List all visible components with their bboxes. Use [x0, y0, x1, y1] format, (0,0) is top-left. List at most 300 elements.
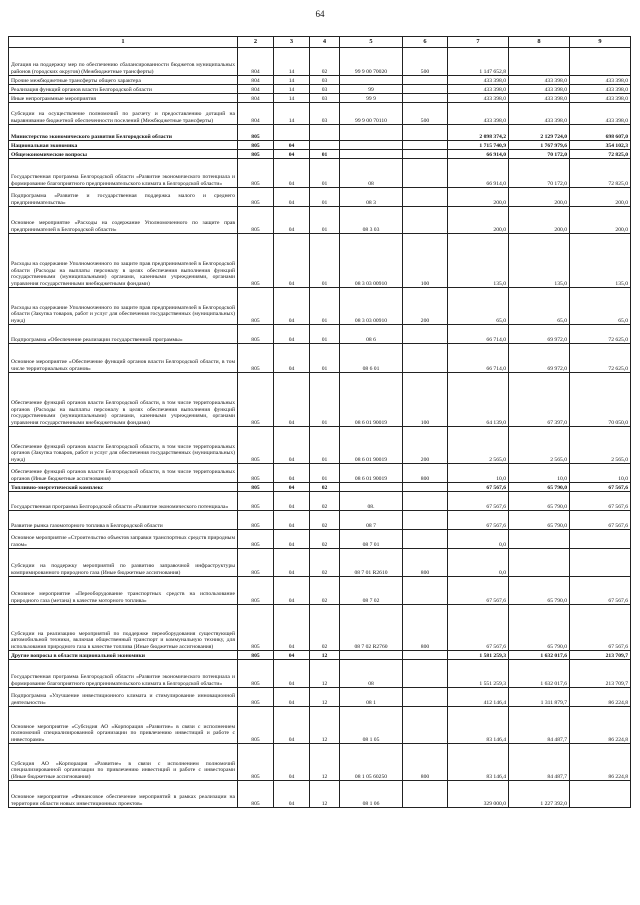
section-cell: 04	[274, 707, 310, 744]
subsection-cell	[310, 125, 340, 141]
section-cell: 04	[274, 651, 310, 660]
row-name-cell: Основное мероприятие «Субсидия АО «Корпорация «Развитие» в связи с исполнением полномочий специализированной организации по привлечению инвестиций и работе с инвесторами»	[9, 707, 238, 744]
header-cell: 3	[274, 37, 310, 48]
subsection-cell: 01	[310, 427, 340, 464]
amount-year1-cell: 200,0	[448, 188, 509, 207]
expense-type-cell	[403, 660, 448, 688]
gov-code-cell: 804	[238, 103, 274, 125]
amount-year3-cell: 67 567,6	[570, 511, 631, 530]
amount-year2-cell: 65,0	[509, 288, 570, 325]
subsection-cell: 01	[310, 344, 340, 373]
row-name-cell: Подпрограмма «Улучшение инвестиционного климата и стимулирование инновационной деятельности»	[9, 688, 238, 707]
subsection-cell: 01	[310, 234, 340, 288]
subsection-cell: 03	[310, 85, 340, 94]
target-article-cell: 99	[340, 85, 403, 94]
subsection-cell: 02	[310, 549, 340, 577]
target-article-cell: 08 6 01 90019	[340, 464, 403, 483]
amount-year3-cell: 213 709,7	[570, 660, 631, 688]
amount-year3-cell: 433 398,0	[570, 103, 631, 125]
expense-type-cell	[403, 688, 448, 707]
expense-type-cell	[403, 150, 448, 159]
subsection-cell: 02	[310, 530, 340, 549]
subsection-cell: 03	[310, 94, 340, 103]
subsection-cell: 12	[310, 781, 340, 808]
gov-code-cell: 805	[238, 651, 274, 660]
expense-type-cell: 200	[403, 427, 448, 464]
amount-year3-cell: 2 565,0	[570, 427, 631, 464]
subsection-cell: 02	[310, 511, 340, 530]
table-row	[9, 103, 631, 125]
row-name-cell: Реализация функций органов власти Белгородской области	[9, 85, 238, 94]
budget-table	[8, 36, 631, 808]
header-cell: 6	[403, 37, 448, 48]
gov-code-cell: 805	[238, 688, 274, 707]
expense-type-cell	[403, 94, 448, 103]
section-cell: 04	[274, 344, 310, 373]
table-row	[9, 150, 631, 159]
amount-year2-cell: 200,0	[509, 188, 570, 207]
amount-year3-cell: 86 224,8	[570, 688, 631, 707]
subsection-cell: 01	[310, 150, 340, 159]
section-cell: 04	[274, 234, 310, 288]
gov-code-cell: 805	[238, 744, 274, 781]
table-row	[9, 707, 631, 744]
row-name-cell: Субсидии на реализацию мероприятий по поддержке переоборудования существующей автомобильной техники, включая общественный транспорт и коммунальную технику, для использования природного газа в качестве топлива (Иные бюджетные ассигнования)	[9, 605, 238, 651]
amount-year1-cell: 67 567,6	[448, 605, 509, 651]
amount-year3-cell: 67 567,6	[570, 483, 631, 492]
subsection-cell: 03	[310, 103, 340, 125]
target-article-cell: 08 6	[340, 325, 403, 344]
gov-code-cell: 805	[238, 549, 274, 577]
amount-year2-cell: 2 129 724,0	[509, 125, 570, 141]
target-article-cell: 08 1	[340, 688, 403, 707]
amount-year3-cell	[570, 530, 631, 549]
section-cell: 04	[274, 288, 310, 325]
section-cell: 04	[274, 781, 310, 808]
row-name-cell: Прочие межбюджетные трансферты общего характера	[9, 76, 238, 85]
row-name-cell: Субсидия АО «Корпорация «Развитие» в связи с исполнением полномочий специализированной организации по привлечению инвестиций и работе с инвесторами (Иные бюджетные ассигнования)	[9, 744, 238, 781]
table-row	[9, 744, 631, 781]
amount-year2-cell: 1 632 017,6	[509, 651, 570, 660]
amount-year2-cell: 1 311 879,7	[509, 688, 570, 707]
amount-year1-cell: 67 567,6	[448, 492, 509, 511]
amount-year1-cell: 66 914,0	[448, 159, 509, 188]
section-cell: 04	[274, 492, 310, 511]
target-article-cell	[340, 125, 403, 141]
target-article-cell: 08 6 01 90019	[340, 373, 403, 427]
table-row	[9, 373, 631, 427]
target-article-cell: 08.	[340, 492, 403, 511]
table-row	[9, 605, 631, 651]
amount-year1-cell: 83 146,4	[448, 707, 509, 744]
row-name-cell: Расходы на содержание Уполномоченного по защите прав предпринимателей в Белгородской области (Расходы на выплаты персоналу в целях обеспечения выполнения функций государственными (муниципальными) органами, казенными учреждениями, органами управления государственными внебюджетными фондами)	[9, 234, 238, 288]
amount-year2-cell: 433 398,0	[509, 76, 570, 85]
amount-year2-cell: 67 397,0	[509, 373, 570, 427]
target-article-cell	[340, 76, 403, 85]
expense-type-cell: 200	[403, 288, 448, 325]
subsection-cell: 12	[310, 651, 340, 660]
row-name-cell: Обеспечение функций органов власти Белгородской области, в том числе территориальных органов (Расходы на выплаты персоналу в целях обеспечения выполнения функций государственными (муниципальными) органами, казенными учреждениями, органами управления государственными внебюджетными фондами)	[9, 373, 238, 427]
amount-year3-cell: 72 625,0	[570, 325, 631, 344]
expense-type-cell: 500	[403, 48, 448, 76]
section-cell: 04	[274, 530, 310, 549]
expense-type-cell	[403, 344, 448, 373]
subsection-cell: 12	[310, 688, 340, 707]
table-row	[9, 234, 631, 288]
gov-code-cell: 805	[238, 150, 274, 159]
amount-year1-cell: 1 551 259,3	[448, 660, 509, 688]
section-cell: 04	[274, 464, 310, 483]
target-article-cell	[340, 483, 403, 492]
subsection-cell: 12	[310, 660, 340, 688]
amount-year1-cell: 67 567,6	[448, 577, 509, 605]
expense-type-cell: 100	[403, 373, 448, 427]
target-article-cell: 08 3 03	[340, 207, 403, 234]
expense-type-cell	[403, 483, 448, 492]
amount-year1-cell: 1 715 740,9	[448, 141, 509, 150]
table-row	[9, 207, 631, 234]
row-name-cell: Обеспечение функций органов власти Белгородской области, в том числе территориальных органов (Иные бюджетные ассигнования)	[9, 464, 238, 483]
target-article-cell: 08 7 01 R2610	[340, 549, 403, 577]
amount-year1-cell: 1 581 259,3	[448, 651, 509, 660]
row-name-cell: Субсидии на осуществление полномочий по расчету и предоставлению дотаций на выравнивание бюджетной обеспеченности поселений (Межбюджетные трансферты)	[9, 103, 238, 125]
table-row	[9, 511, 631, 530]
subsection-cell: 02	[310, 577, 340, 605]
expense-type-cell: 800	[403, 549, 448, 577]
amount-year3-cell: 70 050,0	[570, 373, 631, 427]
gov-code-cell: 805	[238, 234, 274, 288]
section-cell: 04	[274, 549, 310, 577]
table-row	[9, 464, 631, 483]
header-cell: 7	[448, 37, 509, 48]
section-cell: 14	[274, 85, 310, 94]
amount-year1-cell: 83 146,4	[448, 744, 509, 781]
gov-code-cell: 805	[238, 373, 274, 427]
gov-code-cell: 805	[238, 207, 274, 234]
amount-year3-cell: 67 567,6	[570, 492, 631, 511]
gov-code-cell: 804	[238, 85, 274, 94]
section-cell: 04	[274, 325, 310, 344]
amount-year2-cell	[509, 48, 570, 76]
section-cell: 04	[274, 373, 310, 427]
amount-year1-cell: 65,0	[448, 288, 509, 325]
section-cell: 04	[274, 483, 310, 492]
subsection-cell: 01	[310, 207, 340, 234]
expense-type-cell	[403, 76, 448, 85]
gov-code-cell: 805	[238, 511, 274, 530]
target-article-cell: 08 3 03 00910	[340, 234, 403, 288]
subsection-cell: 02	[310, 483, 340, 492]
expense-type-cell: 800	[403, 744, 448, 781]
header-cell: 2	[238, 37, 274, 48]
section-cell: 04	[274, 159, 310, 188]
table-row	[9, 688, 631, 707]
target-article-cell: 08 7 01	[340, 530, 403, 549]
row-name-cell: Расходы на содержание Уполномоченного по защите прав предпринимателей в Белгородской области (Закупка товаров, работ и услуг для обеспечения государственных (муниципальных) нужд)	[9, 288, 238, 325]
gov-code-cell: 805	[238, 483, 274, 492]
subsection-cell: 02	[310, 48, 340, 76]
amount-year3-cell: 67 567,6	[570, 605, 631, 651]
subsection-cell: 01	[310, 159, 340, 188]
target-article-cell: 08 1 05	[340, 707, 403, 744]
table-row	[9, 651, 631, 660]
amount-year3-cell: 433 398,0	[570, 76, 631, 85]
expense-type-cell	[403, 492, 448, 511]
amount-year1-cell: 135,0	[448, 234, 509, 288]
expense-type-cell	[403, 159, 448, 188]
amount-year3-cell: 354 102,3	[570, 141, 631, 150]
row-name-cell: Общеэкономические вопросы	[9, 150, 238, 159]
row-name-cell: Государственная программа Белгородской области «Развитие экономического потенциала»	[9, 492, 238, 511]
header-cell: 5	[340, 37, 403, 48]
section-cell: 04	[274, 577, 310, 605]
amount-year3-cell	[570, 48, 631, 76]
table-row	[9, 85, 631, 94]
subsection-cell: 03	[310, 76, 340, 85]
amount-year2-cell: 65 790,0	[509, 577, 570, 605]
subsection-cell: 01	[310, 288, 340, 325]
amount-year2-cell: 1 227 392,0	[509, 781, 570, 808]
amount-year1-cell: 1 147 652,8	[448, 48, 509, 76]
table-row	[9, 577, 631, 605]
amount-year3-cell: 200,0	[570, 207, 631, 234]
page-number: 64	[315, 9, 325, 19]
amount-year1-cell: 433 398,0	[448, 94, 509, 103]
amount-year3-cell: 135,0	[570, 234, 631, 288]
subsection-cell: 12	[310, 707, 340, 744]
section-cell: 14	[274, 76, 310, 85]
row-name-cell: Подпрограмма «Развитие и государственная поддержка малого и среднего предпринимательства»	[9, 188, 238, 207]
table-row	[9, 530, 631, 549]
amount-year2-cell: 135,0	[509, 234, 570, 288]
expense-type-cell: 500	[403, 103, 448, 125]
amount-year1-cell: 67 567,6	[448, 483, 509, 492]
row-name-cell: Дотация на поддержку мер по обеспечению сбалансированности бюджетов муниципальных районов (городских округов) (Межбюджетные трансферты)	[9, 48, 238, 76]
section-cell: 14	[274, 94, 310, 103]
amount-year2-cell: 69 972,0	[509, 325, 570, 344]
target-article-cell: 99 9 00 70110	[340, 103, 403, 125]
row-name-cell: Другие вопросы в области национальной экономики	[9, 651, 238, 660]
amount-year3-cell: 213 709,7	[570, 651, 631, 660]
section-cell: 14	[274, 103, 310, 125]
gov-code-cell: 805	[238, 464, 274, 483]
target-article-cell: 08 7	[340, 511, 403, 530]
amount-year1-cell: 433 398,0	[448, 85, 509, 94]
target-article-cell: 08 3 03 00910	[340, 288, 403, 325]
amount-year2-cell: 2 565,0	[509, 427, 570, 464]
subsection-cell: 02	[310, 492, 340, 511]
amount-year1-cell: 67 567,6	[448, 511, 509, 530]
row-name-cell: Основное мероприятие «Переоборудование транспортных средств на использование природного газа (метана) в качестве моторного топлива»	[9, 577, 238, 605]
table-row	[9, 325, 631, 344]
table-row	[9, 549, 631, 577]
target-article-cell: 08	[340, 159, 403, 188]
target-article-cell: 08 7 02 R2760	[340, 605, 403, 651]
amount-year2-cell: 433 398,0	[509, 94, 570, 103]
expense-type-cell	[403, 651, 448, 660]
header-cell: 1	[9, 37, 238, 48]
section-cell: 04	[274, 688, 310, 707]
table-row	[9, 288, 631, 325]
expense-type-cell	[403, 707, 448, 744]
gov-code-cell: 805	[238, 660, 274, 688]
amount-year3-cell: 698 607,0	[570, 125, 631, 141]
gov-code-cell: 804	[238, 94, 274, 103]
amount-year3-cell: 72 825,0	[570, 159, 631, 188]
subsection-cell: 12	[310, 744, 340, 781]
gov-code-cell: 805	[238, 577, 274, 605]
table-row	[9, 125, 631, 141]
gov-code-cell: 805	[238, 781, 274, 808]
section-cell: 04	[274, 744, 310, 781]
amount-year2-cell: 65 790,0	[509, 483, 570, 492]
amount-year2-cell	[509, 549, 570, 577]
section-cell: 04	[274, 511, 310, 530]
amount-year1-cell: 66 914,0	[448, 150, 509, 159]
amount-year2-cell: 70 172,0	[509, 159, 570, 188]
section-cell	[274, 125, 310, 141]
amount-year3-cell: 433 398,0	[570, 85, 631, 94]
row-name-cell: Развитие рынка газомоторного топлива в Белгородской области	[9, 511, 238, 530]
amount-year3-cell: 72 825,0	[570, 150, 631, 159]
row-name-cell: Обеспечение функций органов власти Белгородской области, в том числе территориальных органов (Закупка товаров, работ и услуг для обеспечения государственных (муниципальных) нужд)	[9, 427, 238, 464]
amount-year1-cell: 64 139,0	[448, 373, 509, 427]
subsection-cell: 02	[310, 605, 340, 651]
gov-code-cell: 805	[238, 188, 274, 207]
amount-year2-cell: 65 790,0	[509, 605, 570, 651]
section-cell: 04	[274, 427, 310, 464]
target-article-cell	[340, 141, 403, 150]
amount-year2-cell: 65 790,0	[509, 492, 570, 511]
table-header-row	[9, 37, 631, 48]
target-article-cell: 08 1 06	[340, 781, 403, 808]
target-article-cell: 08 6 01	[340, 344, 403, 373]
gov-code-cell: 805	[238, 159, 274, 188]
amount-year1-cell: 10,0	[448, 464, 509, 483]
table-row	[9, 188, 631, 207]
table-body	[9, 48, 631, 808]
expense-type-cell	[403, 141, 448, 150]
gov-code-cell: 804	[238, 48, 274, 76]
table-row	[9, 48, 631, 76]
section-cell: 14	[274, 48, 310, 76]
section-cell: 04	[274, 207, 310, 234]
amount-year3-cell: 86 224,8	[570, 744, 631, 781]
expense-type-cell: 100	[403, 234, 448, 288]
amount-year1-cell: 433 398,0	[448, 76, 509, 85]
amount-year1-cell: 2 098 374,2	[448, 125, 509, 141]
table-row	[9, 344, 631, 373]
expense-type-cell	[403, 577, 448, 605]
row-name-cell: Основное мероприятие «Обеспечение функций органов власти Белгородской области, в том числе территориальных органов»	[9, 344, 238, 373]
amount-year3-cell: 86 224,8	[570, 707, 631, 744]
subsection-cell: 01	[310, 325, 340, 344]
amount-year3-cell: 65,0	[570, 288, 631, 325]
gov-code-cell: 805	[238, 492, 274, 511]
amount-year1-cell: 0,0	[448, 549, 509, 577]
row-name-cell: Основное мероприятие «Строительство объектов заправки транспортных средств природным газом»	[9, 530, 238, 549]
row-name-cell: Национальная экономика	[9, 141, 238, 150]
row-name-cell: Государственная программа Белгородской области «Развитие экономического потенциала и формирование благоприятного предпринимательского климата в Белгородской области»	[9, 159, 238, 188]
target-article-cell: 08 1 05 60250	[340, 744, 403, 781]
amount-year3-cell: 433 398,0	[570, 94, 631, 103]
row-name-cell: Министерство экономического развития Белгородской области	[9, 125, 238, 141]
row-name-cell: Иные непрограммные мероприятия	[9, 94, 238, 103]
amount-year1-cell: 200,0	[448, 207, 509, 234]
target-article-cell: 99 9 00 70020	[340, 48, 403, 76]
amount-year3-cell: 200,0	[570, 188, 631, 207]
table-row	[9, 660, 631, 688]
table-row	[9, 483, 631, 492]
header-cell: 4	[310, 37, 340, 48]
amount-year2-cell: 1 767 979,6	[509, 141, 570, 150]
amount-year1-cell: 329 000,0	[448, 781, 509, 808]
amount-year1-cell: 2 565,0	[448, 427, 509, 464]
section-cell: 04	[274, 188, 310, 207]
table-row	[9, 159, 631, 188]
amount-year2-cell: 84 487,7	[509, 744, 570, 781]
target-article-cell: 08 6 01 90019	[340, 427, 403, 464]
expense-type-cell	[403, 188, 448, 207]
expense-type-cell	[403, 530, 448, 549]
table-row	[9, 427, 631, 464]
gov-code-cell: 805	[238, 344, 274, 373]
amount-year3-cell	[570, 781, 631, 808]
target-article-cell: 08	[340, 660, 403, 688]
gov-code-cell: 805	[238, 325, 274, 344]
amount-year2-cell: 69 972,0	[509, 344, 570, 373]
row-name-cell: Государственная программа Белгородской области «Развитие экономического потенциала и формирование благоприятного предпринимательского климата в Белгородской области»	[9, 660, 238, 688]
amount-year2-cell: 433 398,0	[509, 103, 570, 125]
header-cell: 8	[509, 37, 570, 48]
target-article-cell	[340, 651, 403, 660]
amount-year1-cell: 66 714,0	[448, 344, 509, 373]
amount-year1-cell: 433 398,0	[448, 103, 509, 125]
table-row	[9, 76, 631, 85]
target-article-cell: 08 3	[340, 188, 403, 207]
amount-year3-cell: 67 567,6	[570, 577, 631, 605]
expense-type-cell: 800	[403, 605, 448, 651]
amount-year1-cell: 66 714,0	[448, 325, 509, 344]
expense-type-cell	[403, 85, 448, 94]
subsection-cell: 01	[310, 188, 340, 207]
amount-year2-cell	[509, 530, 570, 549]
target-article-cell	[340, 150, 403, 159]
row-name-cell: Топливно-энергетический комплекс	[9, 483, 238, 492]
subsection-cell: 01	[310, 373, 340, 427]
amount-year2-cell: 70 172,0	[509, 150, 570, 159]
gov-code-cell: 805	[238, 288, 274, 325]
row-name-cell: Подпрограмма «Обеспечение реализации государственной программы»	[9, 325, 238, 344]
amount-year2-cell: 1 632 017,6	[509, 660, 570, 688]
expense-type-cell	[403, 125, 448, 141]
expense-type-cell	[403, 325, 448, 344]
subsection-cell	[310, 141, 340, 150]
target-article-cell: 08 7 02	[340, 577, 403, 605]
gov-code-cell: 805	[238, 707, 274, 744]
amount-year2-cell: 65 790,0	[509, 511, 570, 530]
amount-year1-cell: 0,0	[448, 530, 509, 549]
amount-year2-cell: 200,0	[509, 207, 570, 234]
gov-code-cell: 805	[238, 141, 274, 150]
table-row	[9, 94, 631, 103]
amount-year3-cell: 72 625,0	[570, 344, 631, 373]
section-cell: 04	[274, 141, 310, 150]
gov-code-cell: 805	[238, 530, 274, 549]
subsection-cell: 01	[310, 464, 340, 483]
table-row	[9, 492, 631, 511]
expense-type-cell	[403, 207, 448, 234]
